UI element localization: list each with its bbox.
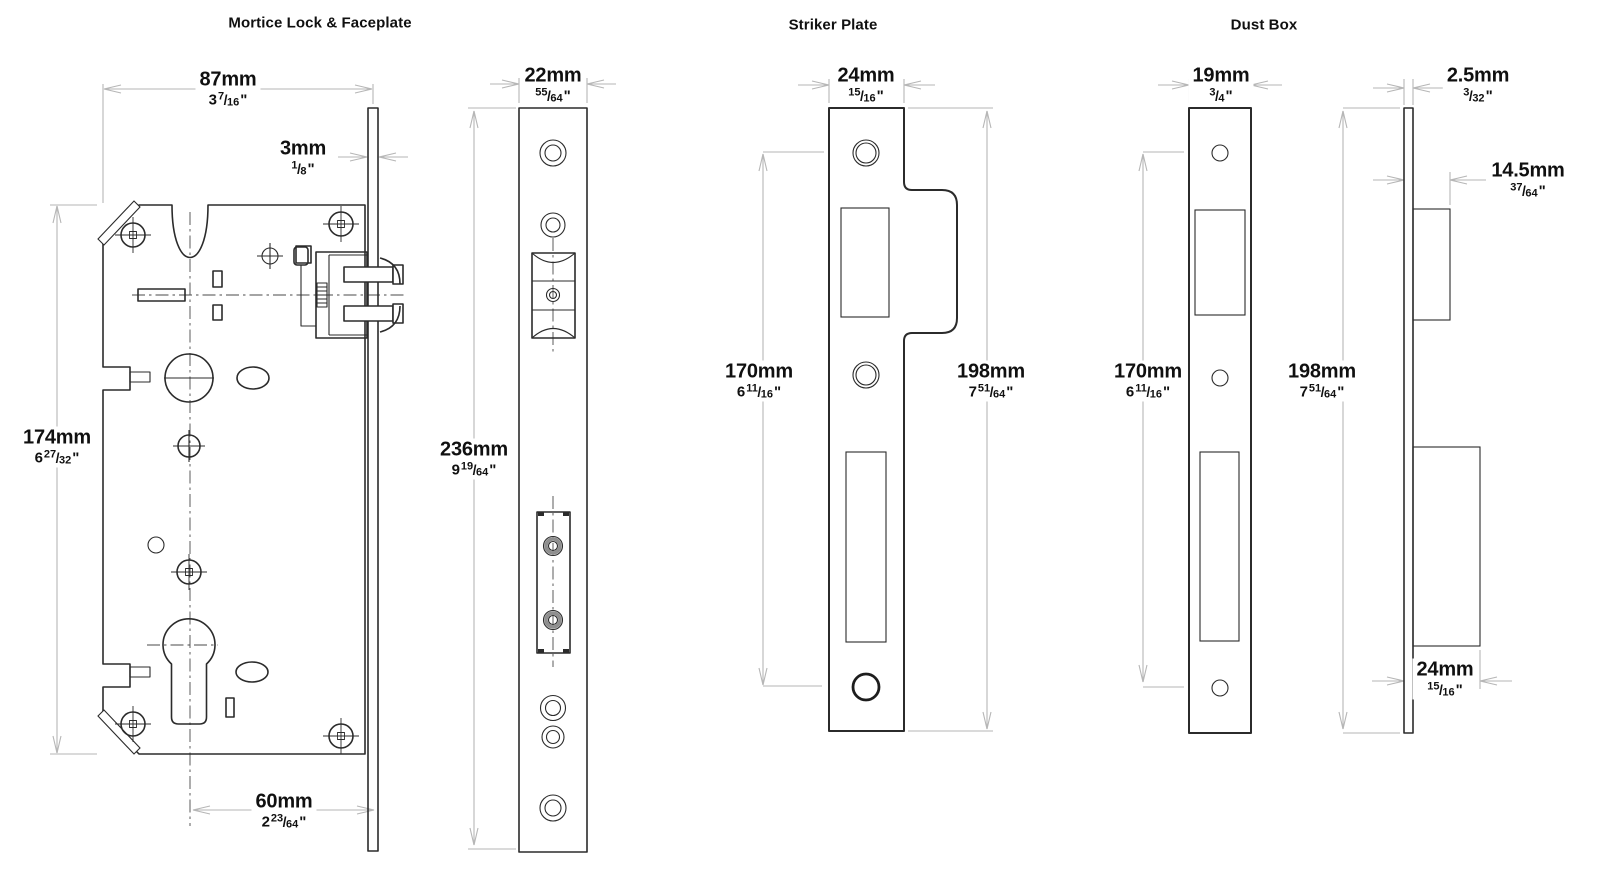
oval-cutout <box>237 367 269 389</box>
metric-value: 198mm <box>1288 360 1356 383</box>
dim-faceplate-thickness <box>276 138 330 179</box>
dim-dustbox-plate-thickness <box>1443 65 1513 106</box>
dim-backset <box>251 791 316 832</box>
imperial-value: $^{55}$/64" <box>535 86 571 105</box>
centerlines <box>132 212 404 826</box>
metric-value: 198mm <box>957 360 1025 383</box>
screw-holes <box>1212 145 1228 696</box>
guide-hole <box>173 430 205 462</box>
imperial-value: $^{15}$/16" <box>848 86 884 105</box>
dim-striker-width <box>833 65 898 106</box>
imperial-value: $6^{11}/16$" <box>1125 382 1171 401</box>
dim-dustbox-bolt-box-depth <box>1412 659 1477 700</box>
imperial-value: $7^{51}/64$" <box>1299 382 1345 401</box>
dustbox-front-view <box>1189 108 1251 733</box>
title-striker-plate: Striker Plate <box>788 16 878 34</box>
metric-value: 236mm <box>440 438 508 461</box>
screw-holes <box>853 140 879 388</box>
plate-side-profile <box>1404 108 1413 733</box>
small-hole <box>148 537 164 553</box>
dim-striker-height <box>953 361 1029 402</box>
metric-value: 3mm <box>279 137 327 160</box>
deadbolt-box-profile <box>1413 447 1480 646</box>
latch-opening <box>841 208 889 317</box>
deadbolt-opening <box>1200 452 1239 641</box>
slot <box>226 698 234 717</box>
euro-cylinder-cutout <box>163 619 215 724</box>
screw-icon <box>323 718 359 754</box>
latch-prong <box>344 267 393 282</box>
metric-value: 14.5mm <box>1491 159 1565 182</box>
title-mortice-lock: Mortice Lock & Faceplate <box>228 14 412 32</box>
imperial-value: $6^{11}/16$" <box>736 382 782 401</box>
imperial-value: $^1$/8" <box>291 159 315 178</box>
title-dust-box: Dust Box <box>1230 16 1298 34</box>
dim-dustbox-width <box>1188 65 1253 106</box>
metric-value: 60mm <box>255 790 313 813</box>
edge-notch-slot <box>130 667 150 677</box>
dim-dustbox-height <box>1284 361 1360 402</box>
dim-lock-case-width <box>195 69 260 110</box>
bottom-screw-hole <box>853 674 879 700</box>
imperial-value: $^3$/32" <box>1463 86 1493 105</box>
screw-icon <box>323 206 359 242</box>
striker-plate-outline <box>829 108 957 731</box>
metric-value: 19mm <box>1192 64 1250 87</box>
imperial-value: $^3$/4" <box>1209 86 1233 105</box>
imperial-value: $^{15}$/16" <box>1427 680 1463 699</box>
latch-prong <box>344 306 393 321</box>
latch-opening <box>1195 210 1245 315</box>
faceplate-front-view <box>519 108 587 852</box>
faceplate-side-profile <box>368 108 378 851</box>
imperial-value: $2^{23}/64$" <box>261 812 307 831</box>
latch-opening <box>532 253 575 338</box>
lock-internals <box>130 243 311 724</box>
imperial-value: $7^{51}/64$" <box>968 382 1014 401</box>
edge-notch-slot <box>130 372 150 382</box>
dimension-lines <box>50 78 1512 849</box>
metric-value: 87mm <box>199 68 257 91</box>
metric-value: 174mm <box>23 426 91 449</box>
metric-value: 22mm <box>524 64 582 87</box>
deadbolt-opening <box>846 452 886 642</box>
screw-icon <box>171 554 207 590</box>
metric-value: 24mm <box>837 64 895 87</box>
dim-lock-case-height <box>19 427 95 468</box>
metric-value: 170mm <box>1114 360 1182 383</box>
metric-value: 2.5mm <box>1446 64 1510 87</box>
chamfer-strip-bottom <box>98 710 140 754</box>
striker-plate-view <box>829 108 957 731</box>
prong-cap <box>393 304 403 323</box>
oval-cutout <box>236 662 268 682</box>
dim-dustbox-latch-box-depth <box>1487 160 1568 201</box>
dustbox-side-view <box>1404 108 1480 733</box>
metric-value: 170mm <box>725 360 793 383</box>
imperial-value: $9^{19}/64$" <box>451 460 497 479</box>
latch-box-profile <box>1413 209 1450 320</box>
pivot-hole <box>257 243 283 269</box>
dim-faceplate-height <box>436 439 512 480</box>
deadbolt-opening <box>537 512 570 653</box>
dim-dustbox-hole-spacing <box>1110 361 1186 402</box>
mortice-lock-side-view <box>98 108 404 851</box>
metric-value: 24mm <box>1416 658 1474 681</box>
slot <box>213 271 222 287</box>
dim-faceplate-width <box>520 65 585 106</box>
slot <box>213 305 222 320</box>
imperial-value: $^{37}$/64" <box>1510 181 1546 200</box>
imperial-value: $6^{27}/32$" <box>34 448 80 467</box>
dim-striker-hole-spacing <box>721 361 797 402</box>
dustbox-plate-outline <box>1189 108 1251 733</box>
faceplate-outline <box>519 108 587 852</box>
imperial-value: $3^7/16$" <box>208 90 248 109</box>
